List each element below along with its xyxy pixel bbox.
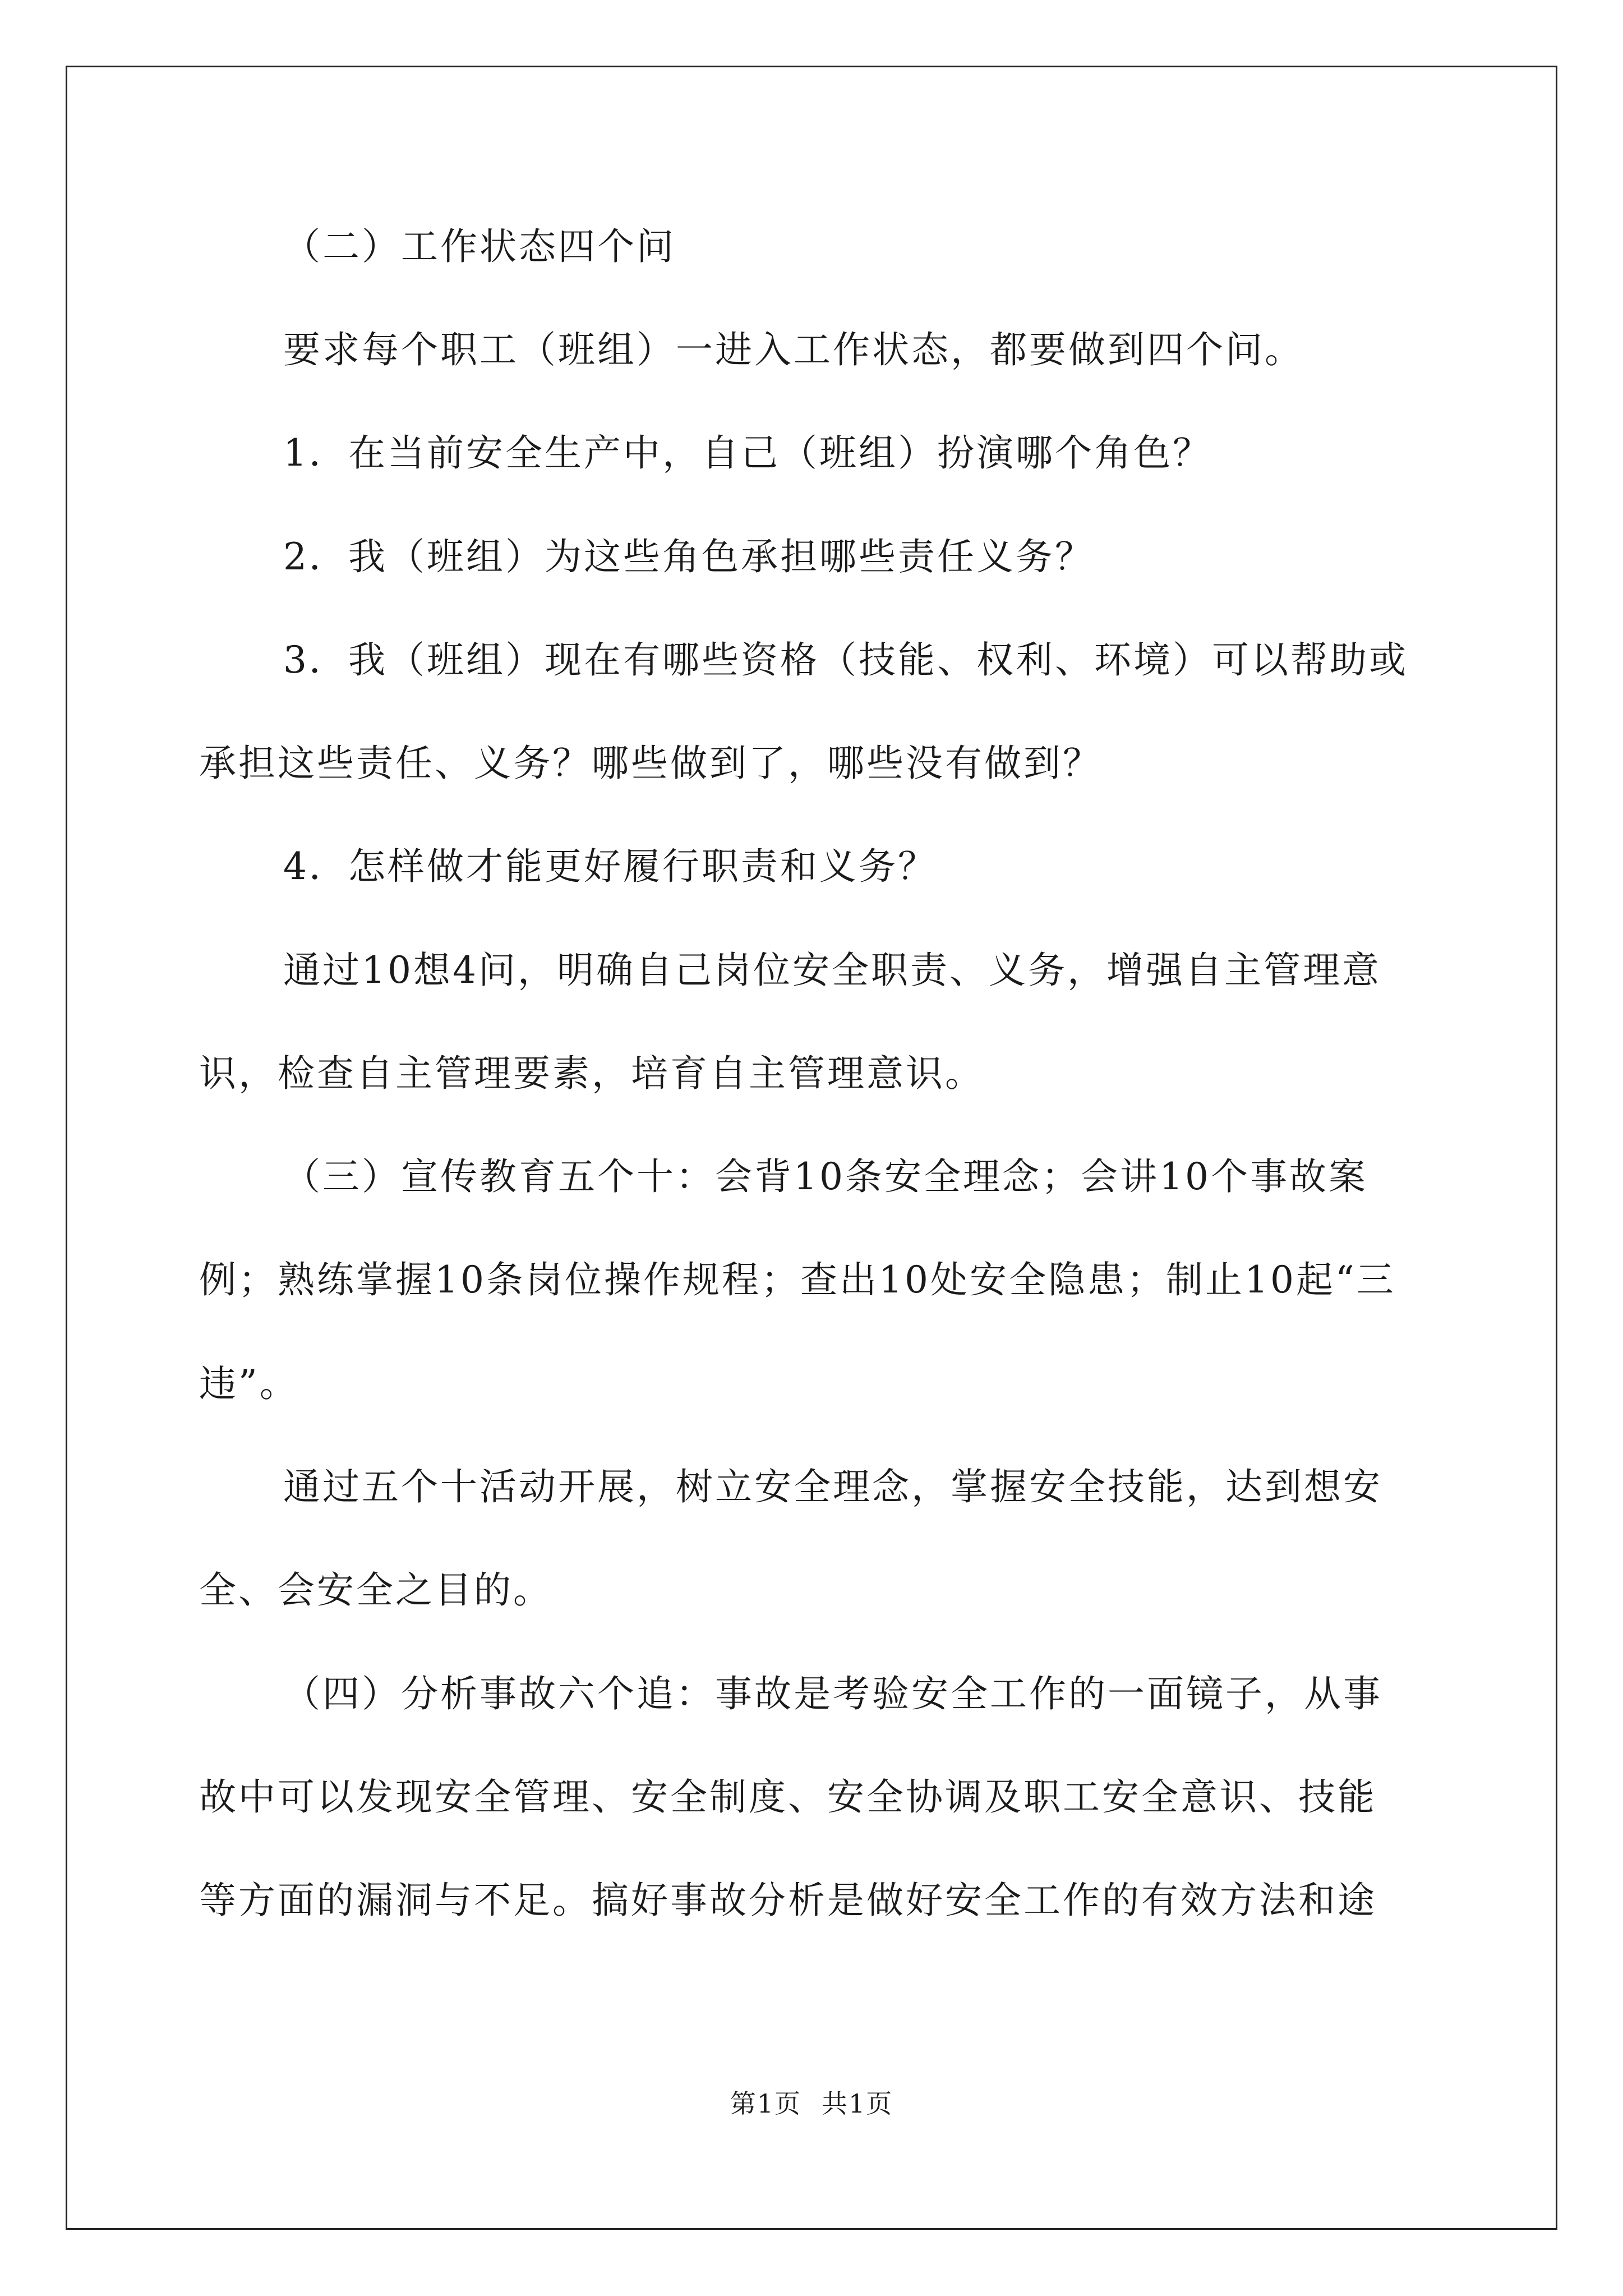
question-4: 4．怎样做才能更好履行职责和义务？ [283, 845, 937, 888]
section-heading-3-line-2: 例；熟练掌握10条岗位操作规程；查出10处安全隐患；制止10起“三 [199, 1258, 1396, 1301]
summary-2-line-2: 全、会安全之目的。 [199, 1568, 552, 1612]
section-heading-3-line-3: 违”。 [199, 1362, 299, 1405]
question-2: 2．我（班组）为这些角色承担哪些责任义务？ [283, 535, 1094, 578]
summary-1-line-2: 识，检查自主管理要素，培育自主管理意识。 [199, 1052, 984, 1095]
summary-1-line-1: 通过10想4问，明确自己岗位安全职责、义务，增强自主管理意 [283, 949, 1381, 992]
page-number: 第1页 [730, 2088, 801, 2119]
section-heading-4-line-1: （四）分析事故六个追：事故是考验安全工作的一面镜子，从事 [283, 1672, 1382, 1715]
page-footer [0, 2087, 1623, 2120]
question-3-line-2: 承担这些责任、义务？哪些做到了，哪些没有做到？ [199, 742, 1102, 785]
section-heading-4-line-2: 故中可以发现安全管理、安全制度、安全协调及职工安全意识、技能 [199, 1775, 1377, 1819]
summary-2-line-1: 通过五个十活动开展，树立安全理念，掌握安全技能，达到想安 [283, 1465, 1382, 1508]
section-heading-4-line-3: 等方面的漏洞与不足。搞好事故分析是做好安全工作的有效方法和途 [199, 1879, 1377, 1922]
paragraph-intro: 要求每个职工（班组）一进入工作状态，都要做到四个问。 [283, 328, 1304, 371]
section-heading-2: （二）工作状态四个问 [283, 225, 676, 268]
question-1: 1．在当前安全生产中，自己（班组）扮演哪个角色？ [283, 431, 1212, 475]
question-3-line-1: 3．我（班组）现在有哪些资格（技能、权利、环境）可以帮助或 [283, 638, 1408, 682]
section-heading-3-line-1: （三）宣传教育五个十：会背10条安全理念；会讲10个事故案 [283, 1155, 1368, 1198]
page-total: 共1页 [822, 2088, 893, 2119]
